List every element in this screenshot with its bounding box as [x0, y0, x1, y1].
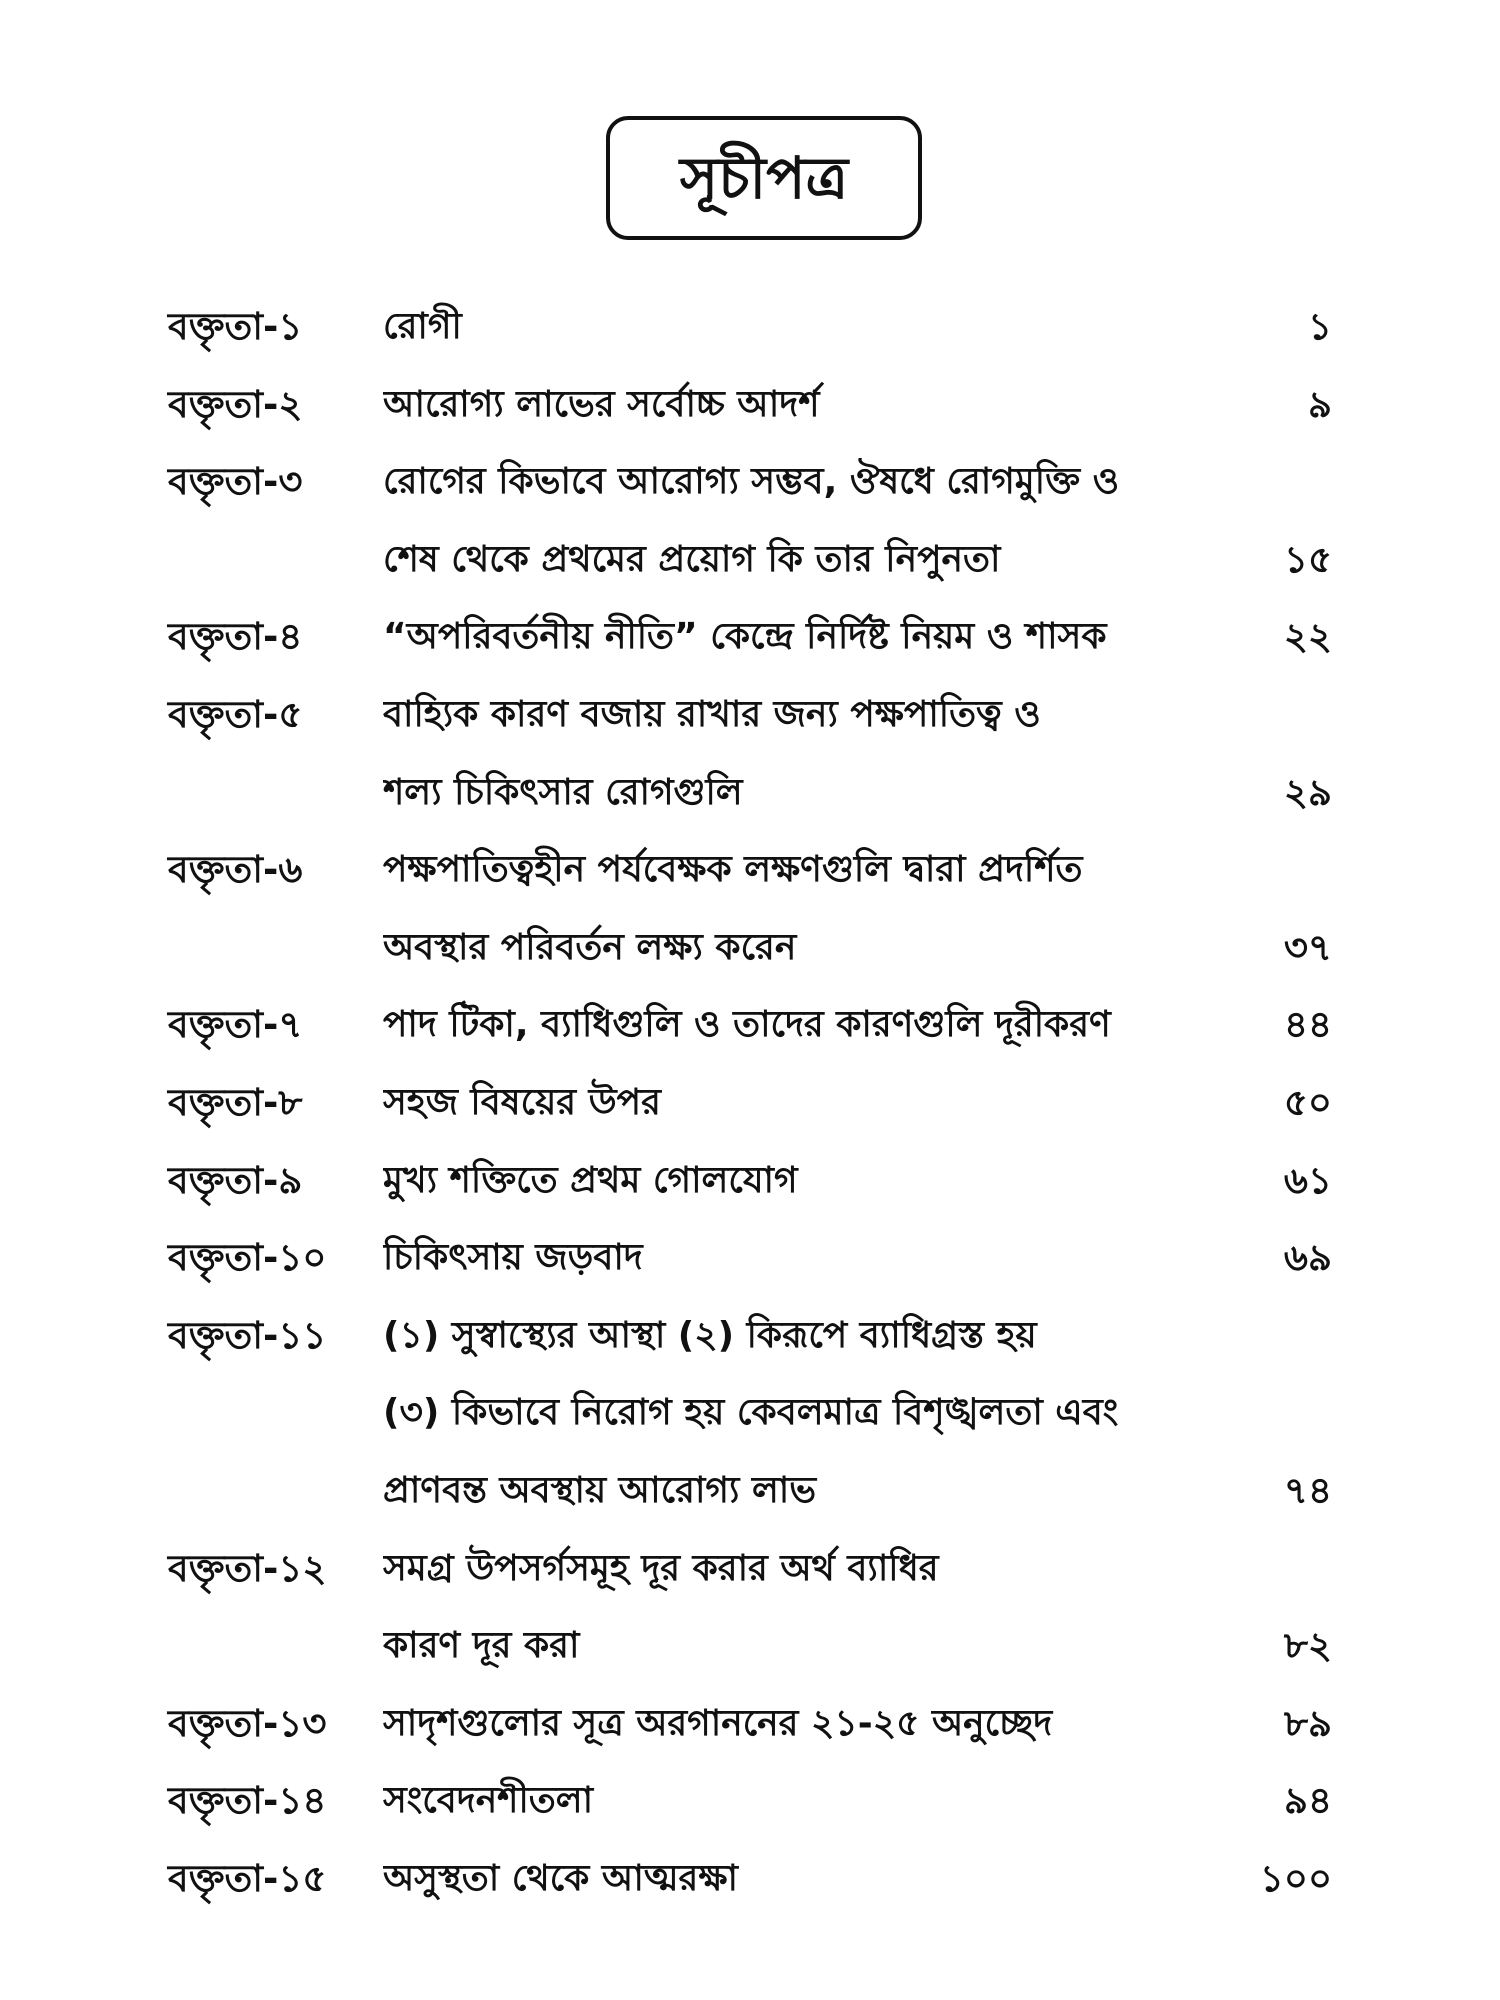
lecture-title: শেষ থেকে প্রথমের প্রয়োগ কি তার নিপুনতা — [383, 539, 1001, 580]
page-number: ১ — [1307, 305, 1332, 348]
page-title: সূচীপত্র — [679, 144, 849, 212]
lecture-title: সংবেদনশীতলা — [383, 1780, 594, 1821]
lecture-label: বক্তৃতা-১৫ — [168, 1857, 327, 1900]
lecture-title: অসুস্থতা থেকে আত্মরক্ষা — [383, 1858, 738, 1899]
lecture-title: রোগের কিভাবে আরোগ্য সম্ভব, ঔষধে রোগমুক্তি ও — [383, 461, 1120, 502]
lecture-label: বক্তৃতা-১ — [168, 305, 303, 348]
toc-entry — [0, 995, 1500, 1055]
toc-entry — [0, 1073, 1500, 1133]
page-number: ২৯ — [1283, 771, 1332, 814]
toc-entry — [0, 1228, 1500, 1288]
lecture-title: পক্ষপাতিত্বহীন পর্যবেক্ষক লক্ষণগুলি দ্বারা প্রদর্শিত — [383, 849, 1083, 890]
lecture-label: বক্তৃতা-৮ — [168, 1081, 303, 1124]
toc-entry-continuation — [0, 530, 1500, 590]
page-number: ৮৯ — [1283, 1702, 1332, 1745]
toc-entry — [0, 1306, 1500, 1366]
lecture-label: বক্তৃতা-১৪ — [168, 1779, 327, 1822]
toc-entry — [0, 1694, 1500, 1754]
lecture-label: বক্তৃতা-৭ — [168, 1003, 303, 1046]
page-number: ৩৭ — [1283, 926, 1332, 969]
lecture-title: চিকিৎসায় জড়বাদ — [383, 1237, 643, 1278]
lecture-title: প্রাণবন্ত অবস্থায় আরোগ্য লাভ — [383, 1470, 817, 1511]
lecture-title: পাদ টিকা, ব্যাধিগুলি ও তাদের কারণগুলি দূরীকরণ — [383, 1004, 1111, 1045]
page-number: ৫০ — [1283, 1081, 1332, 1124]
toc-entry — [0, 1771, 1500, 1831]
toc-entry-continuation — [0, 1383, 1500, 1443]
toc-entry — [0, 1151, 1500, 1211]
page-number: ৬১ — [1283, 1159, 1332, 1202]
lecture-label: বক্তৃতা-৩ — [168, 460, 303, 503]
toc-entry — [0, 1539, 1500, 1599]
lecture-label: বক্তৃতা-৫ — [168, 693, 303, 736]
toc-entry — [0, 452, 1500, 512]
lecture-label: বক্তৃতা-১১ — [168, 1314, 327, 1357]
lecture-title: সহজ বিষয়ের উপর — [383, 1082, 661, 1123]
toc-entry-continuation — [0, 918, 1500, 978]
page-number: ৬৯ — [1283, 1236, 1332, 1279]
toc-entry — [0, 607, 1500, 667]
lecture-title: মুখ্য শক্তিতে প্রথম গোলযোগ — [383, 1160, 798, 1201]
toc-entry — [0, 375, 1500, 435]
lecture-title: সমগ্র উপসর্গসমূহ দূর করার অর্থ ব্যাধির — [383, 1548, 939, 1589]
toc-entry-continuation — [0, 1616, 1500, 1676]
toc-entry-continuation — [0, 763, 1500, 823]
page-number: ১৫ — [1283, 538, 1332, 581]
lecture-title: অবস্থার পরিবর্তন লক্ষ্য করেন — [383, 927, 797, 968]
page-number: ৭৪ — [1283, 1469, 1332, 1512]
lecture-label: বক্তৃতা-৪ — [168, 615, 303, 658]
page-number: ৪৪ — [1283, 1003, 1332, 1046]
page-number: ৯৪ — [1283, 1779, 1332, 1822]
lecture-title: আরোগ্য লাভের সর্বোচ্চ আদর্শ — [383, 384, 820, 425]
page-number: ৯ — [1307, 383, 1332, 426]
toc-entry — [0, 1849, 1500, 1909]
lecture-title: কারণ দূর করা — [383, 1625, 580, 1666]
page-number: ২২ — [1283, 615, 1332, 658]
toc-entry — [0, 685, 1500, 745]
lecture-title: “অপরিবর্তনীয় নীতি” কেন্দ্রে নির্দিষ্ট নিয়ম ও শাসক — [383, 616, 1107, 657]
page-number: ১০০ — [1259, 1857, 1332, 1900]
page-number: ৮২ — [1283, 1624, 1332, 1667]
lecture-label: বক্তৃতা-৬ — [168, 848, 303, 891]
toc-entry — [0, 840, 1500, 900]
lecture-title: শল্য চিকিৎসার রোগগুলি — [383, 772, 743, 813]
lecture-label: বক্তৃতা-৯ — [168, 1159, 303, 1202]
lecture-title: সাদৃশগুলোর সূত্র অরগাননের ২১-২৫ অনুচ্ছেদ — [383, 1703, 1053, 1744]
lecture-title: বাহ্যিক কারণ বজায় রাখার জন্য পক্ষপাতিত্ব ও — [383, 694, 1041, 735]
lecture-title: রোগী — [383, 306, 462, 347]
toc-entry — [0, 297, 1500, 357]
lecture-title: (১) সুস্বাস্থ্যের আস্থা (২) কিরূপে ব্যাধিগ্রস্ত হয় — [383, 1315, 1037, 1356]
lecture-label: বক্তৃতা-১৩ — [168, 1702, 327, 1745]
lecture-label: বক্তৃতা-২ — [168, 383, 303, 426]
lecture-label: বক্তৃতা-১০ — [168, 1236, 327, 1279]
lecture-title: (৩) কিভাবে নিরোগ হয় কেবলমাত্র বিশৃঙ্খলতা এবং — [383, 1392, 1119, 1433]
toc-entry-continuation — [0, 1461, 1500, 1521]
lecture-label: বক্তৃতা-১২ — [168, 1547, 327, 1590]
